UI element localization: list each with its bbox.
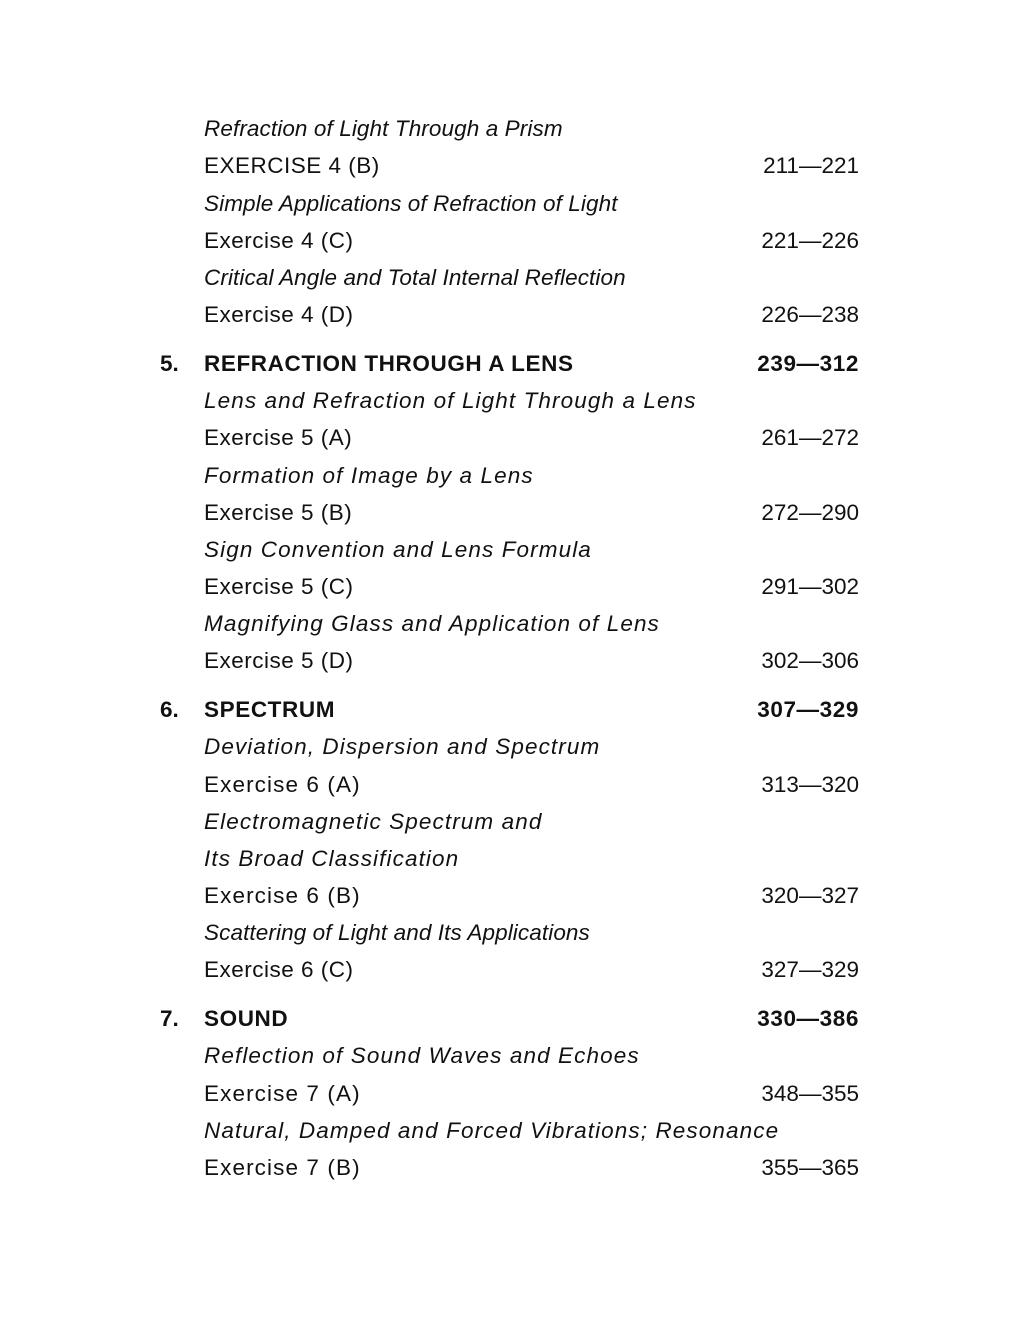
toc-exercise: [0, 1151, 1020, 1185]
chapter-number: 7.: [160, 1006, 179, 1031]
exercise-title: Exercise 5 (B): [204, 500, 353, 525]
exercise-title: Exercise 6 (A): [204, 772, 361, 797]
exercise-title: Exercise 7 (B): [204, 1155, 361, 1180]
page-range: 211—221: [763, 153, 859, 178]
exercise-title: Exercise 4 (D): [204, 302, 354, 327]
toc-chapter: [0, 693, 1020, 727]
toc-exercise: [0, 570, 1020, 604]
chapter-number: 6.: [160, 697, 179, 722]
page-range: 307—329: [757, 697, 859, 722]
toc-exercise: [0, 644, 1020, 678]
page-range: 348—355: [761, 1081, 859, 1106]
chapter-number: 5.: [160, 351, 179, 376]
page-range: 272—290: [761, 500, 859, 525]
subtopic-title: Sign Convention and Lens Formula: [204, 537, 592, 562]
page-range: 261—272: [761, 425, 859, 450]
toc-exercise: [0, 768, 1020, 802]
exercise-title: Exercise 5 (D): [204, 648, 354, 673]
page-range: 302—306: [761, 648, 859, 673]
toc-subtopic: [0, 187, 1020, 221]
subtopic-title: Scattering of Light and Its Applications: [204, 920, 590, 945]
exercise-title: Exercise 5 (A): [204, 425, 353, 450]
toc-chapter: [0, 1002, 1020, 1036]
toc-subtopic: [0, 261, 1020, 295]
exercise-title: Exercise 5 (C): [204, 574, 354, 599]
toc-exercise: [0, 953, 1020, 987]
subtopic-title: Formation of Image by a Lens: [204, 463, 534, 488]
toc-exercise: [0, 224, 1020, 258]
subtopic-title: Critical Angle and Total Internal Reflection: [204, 265, 626, 290]
page-range: 330—386: [757, 1006, 859, 1031]
subtopic-title: Magnifying Glass and Application of Lens: [204, 611, 660, 636]
page-range: 355—365: [761, 1155, 859, 1180]
exercise-title: Exercise 6 (B): [204, 883, 361, 908]
exercise-title: Exercise 4 (C): [204, 228, 354, 253]
subtopic-title: Electromagnetic Spectrum and: [204, 809, 543, 834]
chapter-title: SOUND: [204, 1006, 289, 1031]
page-range: 327—329: [761, 957, 859, 982]
toc-subtopic: [0, 730, 1020, 764]
toc-subtopic: [0, 384, 1020, 418]
toc-subtopic: [0, 842, 1020, 876]
toc-exercise: [0, 149, 1020, 183]
subtopic-title: Reflection of Sound Waves and Echoes: [204, 1043, 640, 1068]
page-range: 226—238: [761, 302, 859, 327]
exercise-title: Exercise 7 (A): [204, 1081, 361, 1106]
chapter-title: REFRACTION THROUGH A LENS: [204, 351, 574, 376]
toc-exercise: [0, 496, 1020, 530]
toc-exercise: [0, 298, 1020, 332]
toc-chapter: [0, 347, 1020, 381]
subtopic-title: Refraction of Light Through a Prism: [204, 116, 563, 141]
toc-subtopic: [0, 533, 1020, 567]
toc-subtopic: [0, 112, 1020, 146]
page-range: 320—327: [761, 883, 859, 908]
page-range: 239—312: [757, 351, 859, 376]
exercise-title: Exercise 6 (C): [204, 957, 354, 982]
subtopic-title: Lens and Refraction of Light Through a Lens: [204, 388, 697, 413]
toc-subtopic: [0, 805, 1020, 839]
exercise-title: EXERCISE 4 (B): [204, 153, 380, 178]
toc-subtopic: [0, 607, 1020, 641]
toc-exercise: [0, 1077, 1020, 1111]
toc-subtopic: [0, 1114, 1020, 1148]
page-range: 313—320: [761, 772, 859, 797]
page-range: 221—226: [761, 228, 859, 253]
toc-exercise: [0, 421, 1020, 455]
chapter-title: SPECTRUM: [204, 697, 336, 722]
subtopic-title: Deviation, Dispersion and Spectrum: [204, 734, 601, 759]
subtopic-title: Natural, Damped and Forced Vibrations; Resonance: [204, 1118, 780, 1143]
toc-subtopic: [0, 916, 1020, 950]
toc-subtopic: [0, 459, 1020, 493]
subtopic-title: Its Broad Classification: [204, 846, 460, 871]
toc-subtopic: [0, 1039, 1020, 1073]
toc-exercise: [0, 879, 1020, 913]
subtopic-title: Simple Applications of Refraction of Light: [204, 191, 618, 216]
page-range: 291—302: [761, 574, 859, 599]
